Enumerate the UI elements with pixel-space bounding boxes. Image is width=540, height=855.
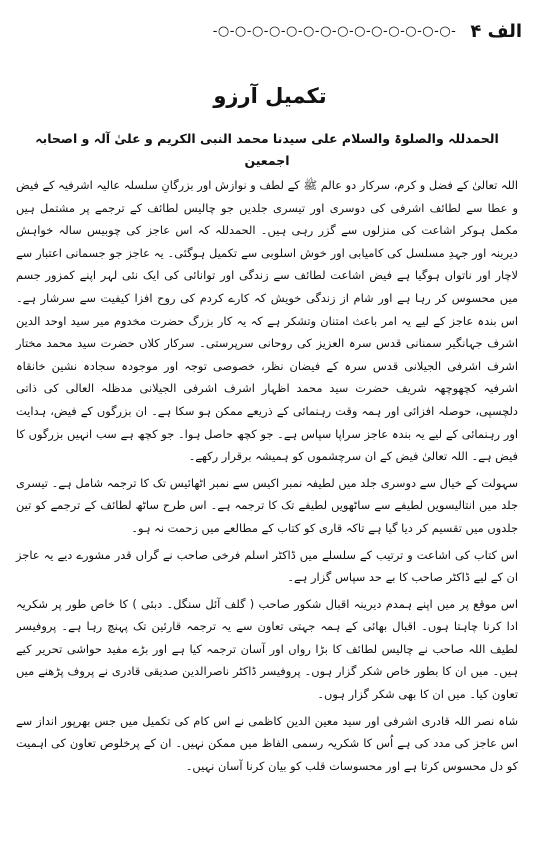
paragraph-1: اللہ تعالیٰ کے فضل و کرم، سرکار دو عالم ﷺ کے لطف و نوازش اور بزرگانِ سلسلہ عالیہ اشرفیہ کے فیض و عطا سے لطائف اشرفی کی دوسری اور تیسری جلدیں جو چالیس لطائف کے ترجمے پر مشتمل ہیں مکمل ہوکر اشاعت کی منزلوں سے گزر رہی ہیں۔ الحمدللہ کہ اس عاجز کی چوبیس سالہ خواہش دیرینہ اور جہدِ مسلسل کی کامیابی اور خوش اسلوبی سے تکمیل ہوگئی۔ یہ عاجز جو جسمانی اعتبار سے لاچار اور ناتواں ہوگیا ہے فیض اشاعت لطائف سے زندگی اور توانائی کی ایک نئی لہر اپنے کمزور جسم میں محسوس کر رہا ہے اور شام از زندگی خویش کہ کارے کردم کی روح افزا کیفیت سے سرشار ہے۔ اس بندہ عاجز کے لیے یہ امر باعث امتنان وتشکر ہے کہ یہ کار بزرگ حضرت مخدوم میر سید اوحد الدین اشرف جہانگیر سمنانی قدس سرہ العزیز کی روحانی سرپرستی۔ سرکار کلاں حضرت سید محمد مختار اشرف اشرفی الجیلانی قدس سرہ کے فیضان نظر، خصوصی توجہ اور موجودہ سجادہ نشین خانقاہ اشرفیہ کچھوچھہ شریف حضرت سید محمد اظہار اشرف اشرفی الجیلانی مدظلہ العالی کی ذاتی دلچسپی، حوصلہ افزائی اور ہمہ وقت رہنمائی کے ذریعے ممکن ہو سکا ہے۔ ان بزرگوں کے فیض، ہدایت اور رہنمائی کے لیے یہ بندہ عاجز سراپا سپاس ہے۔ جو کچھ حاصل ہوا۔ جو کچھ ہے سب انہیں بزرگوں کا فیض ہے۔ اللہ تعالیٰ فیض کے ان سرچشموں کو ہمیشہ برقرار رکھے۔ (16, 178, 518, 464)
page-number: الف ۴ (470, 20, 522, 42)
paragraph-3: اس کتاب کی اشاعت و ترتیب کے سلسلے میں ڈاکٹر اسلم فرخی صاحب نے گراں قدر مشورے دیے یہ عاجز ان کے لیے ڈاکٹر صاحب کا بے حد سپاس گزار ہے۔ (16, 547, 518, 585)
page-title: تکمیل آرزو (213, 84, 327, 108)
page-header (40, 14, 522, 48)
header-ornament: -○-○-○-○-○-○-○-○-○-○-○-○-○-○- (212, 23, 457, 39)
paragraph-2: سہولت کے خیال سے دوسری جلد میں لطیفہ نمبر اکیس سے نمبر اٹھائیس تک کا ترجمہ شامل ہے۔ تیسری جلد میں انتالیسویں لطیفے سے ساٹھویں لطیفے تک کا ترجمہ ہے۔ اس طرح ساٹھ لطائف کے ترجمے کو تین جلدوں میں تقسیم کر دیا گیا ہے تاکہ قاری کو کتاب کے مطالعے میں زحمت نہ ہو۔ (16, 475, 518, 535)
doxology-line: الحمدللہ والصلوۃ والسلام علی سیدنا محمد النبی الکریم و علیٰ آلہ و اصحابہ اجمعین (35, 131, 499, 168)
paragraph-5: شاہ نصر اللہ قادری اشرفی اور سید معین الدین کاظمی نے اس کام کی تکمیل میں جس بھرپور انداز سے اس عاجز کی مدد کی ہے اُس کا شکریہ رسمی الفاظ میں ممکن نہیں۔ ان کے پرخلوص تعاون کی اہمیت کو دل محسوس کرتا ہے اور محسوسات قلب کو بیان کرنا آسان نہیں۔ (16, 713, 518, 773)
document-body (16, 128, 518, 777)
paragraph-4: اس موقع پر میں اپنے ہمدم دیرینہ اقبال شکور صاحب ( گلف آئل سنگل۔ دبئی ) کا خاص طور پر شکریہ ادا کرنا چاہتا ہوں۔ اقبال بھائی کے ہمہ جہتی تعاون سے یہ ترجمہ قارئین تک پہنچ رہا ہے۔ پروفیسر لطیف اللہ صاحب نے چالیس لطائف کا بڑا رواں اور آسان ترجمہ کیا ہے اور بڑے مفید حواشی تحریر کیے ہیں۔ میں ان کا بطور خاص شکر گزار ہوں۔ پروفیسر ڈاکٹر ناصرالدین صدیقی قادری نے پروف پڑھنے میں تعاون کیا۔ میں ان کا بھی شکر گزار ہوں۔ (16, 596, 518, 702)
